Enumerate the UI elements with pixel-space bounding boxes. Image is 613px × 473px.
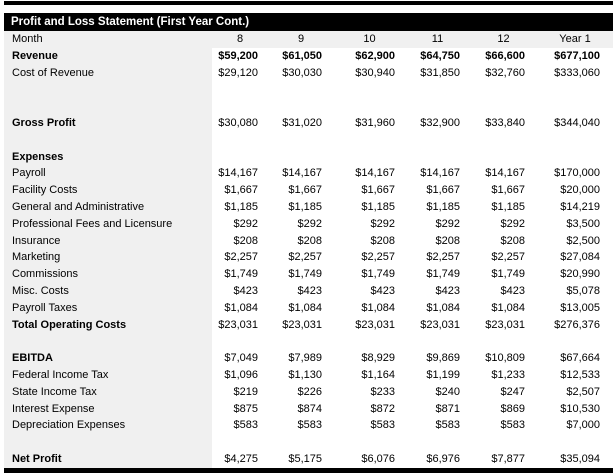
cell-value: $9,869 <box>426 352 460 365</box>
cell-value: $240 <box>435 385 460 398</box>
cell-value: $583 <box>370 419 395 432</box>
row-label <box>4 98 212 115</box>
cell-value <box>268 149 334 166</box>
cell-value: $1,749 <box>288 268 322 281</box>
cell-value: $1,667 <box>491 184 525 197</box>
table-row <box>4 115 613 132</box>
bottom-rule <box>4 468 613 473</box>
cell-value: $31,850 <box>420 66 460 79</box>
row-label: Facility Costs <box>4 182 212 199</box>
cell-value: $7,000 <box>566 419 600 432</box>
cell-value <box>537 149 613 166</box>
row-label: Revenue <box>4 48 212 65</box>
row-label: Professional Fees and Licensure <box>4 216 212 233</box>
table-row <box>4 401 613 418</box>
cell-value <box>405 149 470 166</box>
cell-value: $1,084 <box>491 301 525 314</box>
row-label: Depreciation Expenses <box>4 417 212 434</box>
cell-value <box>268 98 334 115</box>
cell-value <box>212 333 268 350</box>
row-label: Commissions <box>4 266 212 283</box>
cell-value: $583 <box>435 419 460 432</box>
cell-value: $64,750 <box>420 49 460 62</box>
row-label <box>4 333 212 350</box>
column-header: 12 <box>497 33 510 45</box>
cell-value: $2,257 <box>491 251 525 264</box>
cell-value: $233 <box>370 385 395 398</box>
row-label: Gross Profit <box>4 115 212 132</box>
row-label <box>4 81 212 98</box>
cell-value: $2,507 <box>566 385 600 398</box>
cell-value: $208 <box>435 234 460 247</box>
cell-value: $14,167 <box>485 167 525 180</box>
cell-value <box>537 81 613 98</box>
cell-value <box>537 434 613 451</box>
cell-value: $208 <box>370 234 395 247</box>
cell-value: $869 <box>500 402 525 415</box>
cell-value: $1,749 <box>491 268 525 281</box>
cell-value: $1,084 <box>288 301 322 314</box>
cell-value: $1,130 <box>288 368 322 381</box>
cell-value: $1,667 <box>426 184 460 197</box>
cell-value: $423 <box>297 284 322 297</box>
cell-value: $31,020 <box>282 116 322 129</box>
cell-value: $7,989 <box>288 352 322 365</box>
cell-value: $23,031 <box>420 318 460 331</box>
cell-value <box>405 333 470 350</box>
cell-value: $2,257 <box>426 251 460 264</box>
cell-value: $333,060 <box>554 66 600 79</box>
spacer <box>4 5 613 13</box>
cell-value: $1,199 <box>426 368 460 381</box>
table-row <box>4 283 613 300</box>
cell-value <box>405 434 470 451</box>
cell-value: $2,257 <box>288 251 322 264</box>
spacer-row <box>4 132 613 149</box>
table-row <box>4 384 613 401</box>
cell-value: $23,031 <box>218 318 258 331</box>
cell-value: $33,840 <box>485 116 525 129</box>
row-label: State Income Tax <box>4 384 212 401</box>
cell-value: $2,257 <box>361 251 395 264</box>
cell-value: $1,164 <box>361 368 395 381</box>
cell-value <box>334 333 405 350</box>
spacer-row <box>4 333 613 350</box>
table-row <box>4 65 613 82</box>
cell-value: $423 <box>435 284 460 297</box>
cell-value <box>334 434 405 451</box>
cell-value <box>537 98 613 115</box>
cell-value: $3,500 <box>566 217 600 230</box>
cell-value: $875 <box>233 402 258 415</box>
cell-value: $29,120 <box>218 66 258 79</box>
row-label: Net Profit <box>4 451 212 468</box>
cell-value <box>268 434 334 451</box>
row-label <box>4 434 212 451</box>
cell-value <box>334 98 405 115</box>
cell-value <box>537 333 613 350</box>
cell-value: $1,667 <box>361 184 395 197</box>
cell-value: $344,040 <box>554 116 600 129</box>
cell-value <box>405 81 470 98</box>
cell-value: $2,257 <box>224 251 258 264</box>
cell-value: $292 <box>297 217 322 230</box>
cell-value <box>334 81 405 98</box>
page-title: Profit and Loss Statement (First Year Cont.) <box>11 16 250 28</box>
cell-value: $1,667 <box>224 184 258 197</box>
cell-value: $5,175 <box>288 452 322 465</box>
cell-value <box>470 132 537 149</box>
cell-value: $7,049 <box>224 352 258 365</box>
cell-value: $23,031 <box>355 318 395 331</box>
cell-value: $583 <box>233 419 258 432</box>
cell-value: $14,219 <box>560 200 600 213</box>
cell-value: $23,031 <box>485 318 525 331</box>
cell-value: $10,530 <box>560 402 600 415</box>
cell-value <box>470 149 537 166</box>
cell-value: $219 <box>233 385 258 398</box>
cell-value: $871 <box>435 402 460 415</box>
cell-value: $32,900 <box>420 116 460 129</box>
cell-value: $1,667 <box>288 184 322 197</box>
cell-value: $30,940 <box>355 66 395 79</box>
cell-value: $59,200 <box>218 49 258 62</box>
cell-value: $208 <box>233 234 258 247</box>
cell-value <box>405 132 470 149</box>
cell-value: $8,929 <box>361 352 395 365</box>
cell-value: $1,084 <box>224 301 258 314</box>
cell-value: $30,080 <box>218 116 258 129</box>
cell-value: $5,078 <box>566 284 600 297</box>
cell-value: $35,094 <box>560 452 600 465</box>
cell-value: $1,749 <box>426 268 460 281</box>
cell-value <box>212 434 268 451</box>
cell-value: $292 <box>233 217 258 230</box>
cell-value <box>334 149 405 166</box>
month-header-row <box>4 31 613 48</box>
row-label: Cost of Revenue <box>4 65 212 82</box>
cell-value <box>537 132 613 149</box>
cell-value: $14,167 <box>420 167 460 180</box>
cell-value <box>268 81 334 98</box>
row-label: Payroll <box>4 165 212 182</box>
cell-value <box>470 434 537 451</box>
cell-value: $6,076 <box>361 452 395 465</box>
cell-value: $27,084 <box>560 251 600 264</box>
spacer-row <box>4 81 613 98</box>
cell-value: $1,749 <box>361 268 395 281</box>
cell-value: $1,096 <box>224 368 258 381</box>
table-row <box>4 266 613 283</box>
row-label: EBITDA <box>4 350 212 367</box>
cell-value <box>268 333 334 350</box>
cell-value: $31,960 <box>355 116 395 129</box>
cell-value: $14,167 <box>355 167 395 180</box>
cell-value: $14,167 <box>218 167 258 180</box>
statement-sheet <box>4 1 613 473</box>
row-label: General and Administrative <box>4 199 212 216</box>
column-header: 10 <box>363 33 376 45</box>
cell-value: $226 <box>297 385 322 398</box>
cell-value: $423 <box>370 284 395 297</box>
table-row <box>4 149 613 166</box>
cell-value <box>405 98 470 115</box>
row-label: Insurance <box>4 233 212 250</box>
cell-value: $1,084 <box>361 301 395 314</box>
title-bar <box>4 13 613 31</box>
table-row <box>4 451 613 468</box>
cell-value: $247 <box>500 385 525 398</box>
cell-value <box>212 132 268 149</box>
cell-value <box>470 98 537 115</box>
cell-value <box>212 149 268 166</box>
column-header: 8 <box>236 33 244 45</box>
cell-value <box>268 132 334 149</box>
cell-value: $1,233 <box>491 368 525 381</box>
row-label <box>4 132 212 149</box>
cell-value: $1,185 <box>288 200 322 213</box>
table-row <box>4 233 613 250</box>
spacer-row <box>4 434 613 451</box>
cell-value: $2,500 <box>566 234 600 247</box>
cell-value: $583 <box>500 419 525 432</box>
cell-value: $1,185 <box>426 200 460 213</box>
cell-value <box>470 333 537 350</box>
cell-value: $423 <box>500 284 525 297</box>
cell-value: $10,809 <box>485 352 525 365</box>
cell-value: $30,030 <box>282 66 322 79</box>
column-header: 9 <box>297 33 305 45</box>
pl-table <box>4 48 613 468</box>
cell-value: $208 <box>500 234 525 247</box>
cell-value <box>470 81 537 98</box>
cell-value: $872 <box>370 402 395 415</box>
row-label: Payroll Taxes <box>4 300 212 317</box>
column-header: 11 <box>431 33 444 45</box>
cell-value: $292 <box>370 217 395 230</box>
cell-value: $66,600 <box>485 49 525 62</box>
cell-value: $6,976 <box>426 452 460 465</box>
cell-value: $1,185 <box>491 200 525 213</box>
cell-value: $7,877 <box>491 452 525 465</box>
cell-value: $208 <box>297 234 322 247</box>
cell-value <box>212 81 268 98</box>
month-header-label: Month <box>4 31 212 48</box>
row-label: Expenses <box>4 149 212 166</box>
table-row <box>4 350 613 367</box>
column-header: Year 1 <box>559 33 591 45</box>
cell-value: $1,185 <box>224 200 258 213</box>
table-row <box>4 300 613 317</box>
cell-value: $32,760 <box>485 66 525 79</box>
table-row <box>4 216 613 233</box>
spacer-row <box>4 98 613 115</box>
table-row <box>4 417 613 434</box>
cell-value: $20,000 <box>560 184 600 197</box>
table-row <box>4 367 613 384</box>
table-row <box>4 182 613 199</box>
table-row <box>4 317 613 334</box>
cell-value: $12,533 <box>560 368 600 381</box>
table-row <box>4 249 613 266</box>
cell-value: $423 <box>233 284 258 297</box>
cell-value: $874 <box>297 402 322 415</box>
row-label: Federal Income Tax <box>4 367 212 384</box>
cell-value: $292 <box>500 217 525 230</box>
table-row <box>4 48 613 65</box>
row-label: Total Operating Costs <box>4 317 212 334</box>
cell-value: $292 <box>435 217 460 230</box>
cell-value: $13,005 <box>560 301 600 314</box>
cell-value <box>334 132 405 149</box>
table-row <box>4 199 613 216</box>
row-label: Marketing <box>4 249 212 266</box>
row-label: Misc. Costs <box>4 283 212 300</box>
cell-value: $14,167 <box>282 167 322 180</box>
cell-value <box>212 98 268 115</box>
cell-value: $170,000 <box>554 167 600 180</box>
table-row <box>4 165 613 182</box>
row-label: Interest Expense <box>4 401 212 418</box>
cell-value: $4,275 <box>224 452 258 465</box>
cell-value: $677,100 <box>554 49 600 62</box>
cell-value: $583 <box>297 419 322 432</box>
cell-value: $1,749 <box>224 268 258 281</box>
cell-value: $62,900 <box>355 49 395 62</box>
cell-value: $276,376 <box>554 318 600 331</box>
cell-value: $67,664 <box>560 352 600 365</box>
cell-value: $23,031 <box>282 318 322 331</box>
cell-value: $20,990 <box>560 268 600 281</box>
cell-value: $1,185 <box>361 200 395 213</box>
cell-value: $1,084 <box>426 301 460 314</box>
cell-value: $61,050 <box>282 49 322 62</box>
